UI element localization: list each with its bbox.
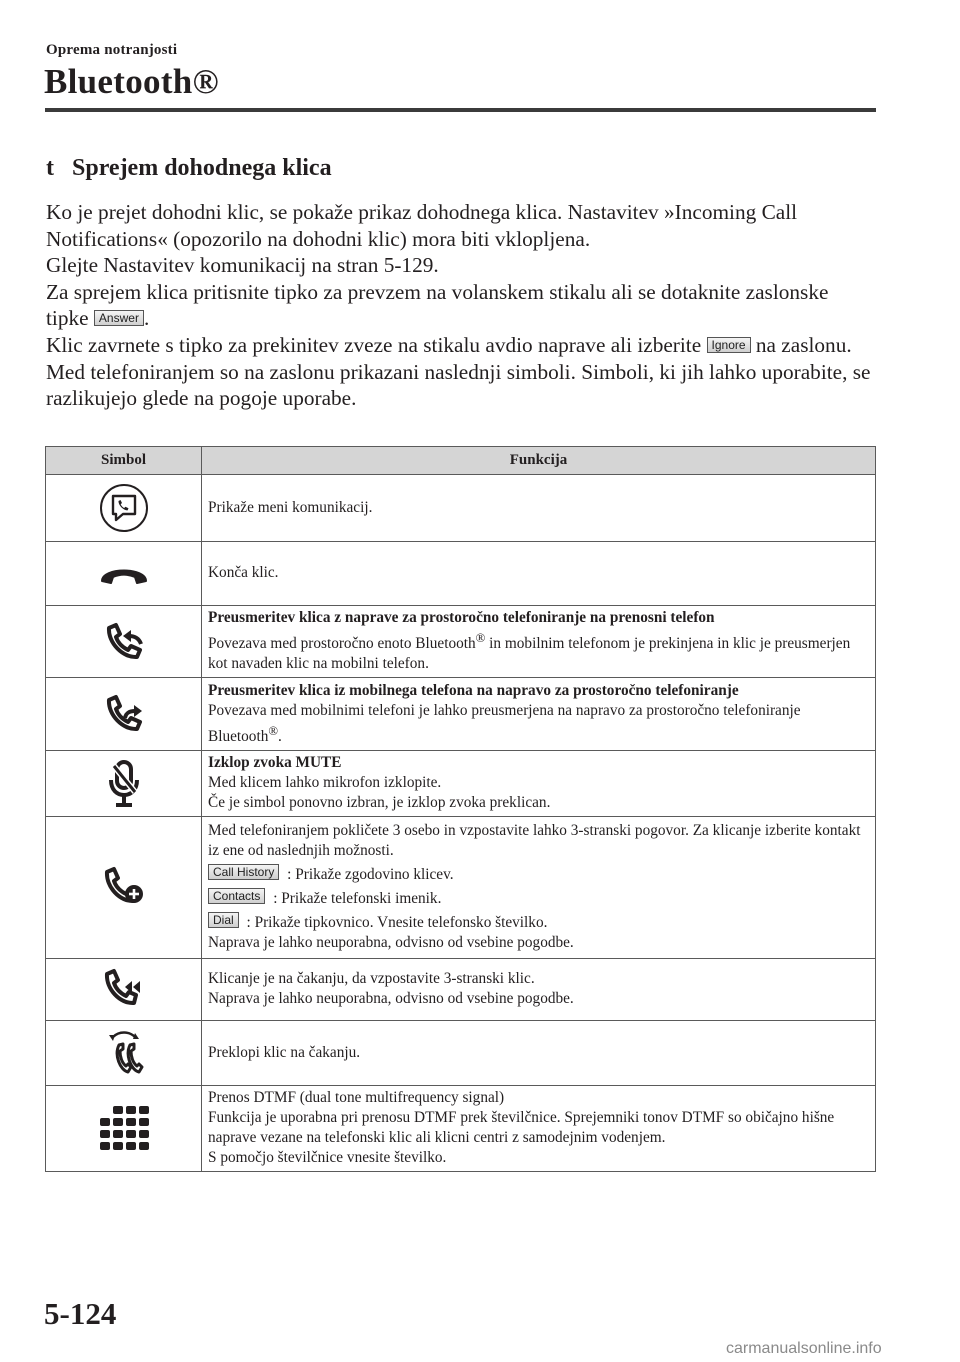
row-title: Preusmeritev klica iz mobilnega telefona na napravo za prostoročno telefoniranje [208,681,739,699]
subsection-heading [46,155,332,182]
row-desc: Med telefoniranjem pokličete 3 osebo in vzpostavite lahko 3-stranski pogovor. Za klicanje izberite kontakt iz ene od naslednjih možnosti. [208,822,861,860]
row-note: Naprava je lahko neuporabna, odvisno od vsebine pogodbe. [208,934,574,952]
keypad-key [113,1142,123,1150]
mute-microphone-icon [46,751,202,817]
table-header-row [46,447,876,475]
row-text [202,606,876,678]
row-text [202,751,876,817]
transfer-to-handsfree-icon [46,678,202,751]
row-text: Konča klic. [202,542,876,606]
row-desc-a: Povezava med mobilnimi telefoni je lahko preusmerjena na napravo za prostoročno telefoniranje Bluetooth [208,701,801,745]
row-title: Preusmeritev klica z naprave za prostoročno telefoniranje na prenosni telefon [208,609,715,626]
ignore-button: Ignore [707,337,751,353]
call-history-button: Call History [208,864,279,880]
keypad-key [100,1130,110,1138]
keypad-key [139,1118,149,1126]
add-call-icon [46,817,202,959]
option-desc: : Prikaže zgodovino klicev. [287,866,454,884]
symbol-table [45,446,876,1172]
watermark: carmanualsonline.info [726,1340,882,1357]
merge-call-icon [46,959,202,1021]
dial-button: Dial [208,912,239,928]
intro-paragraph-2: Glejte Nastavitev komunikacij na stran 5-129. [46,253,439,278]
keypad-key [126,1130,136,1138]
row-text [202,959,876,1021]
table-row [46,1021,876,1086]
contacts-button: Contacts [208,888,265,904]
keypad-grid [96,1103,152,1155]
swap-call-icon [46,1021,202,1086]
row-line-2: Če je simbol ponovno izbran, je izklop zvoka preklican. [208,794,551,812]
option-call-history [208,864,867,885]
keypad-key [113,1106,123,1114]
column-header-function: Funkcija [202,447,876,475]
keypad-key [113,1118,123,1126]
row-line-1: Med klicem lahko mikrofon izklopite. [208,774,442,792]
keypad-key [126,1118,136,1126]
title-rule [45,108,876,112]
option-desc: : Prikaže telefonski imenik. [273,890,442,908]
option-desc: : Prikaže tipkovnico. Vnesite telefonsko številko. [246,914,548,932]
table-row [46,751,876,817]
row-desc-b: . [278,727,282,745]
transfer-to-phone-icon [46,606,202,678]
heading-text: Sprejem dohodnega klica [72,155,332,181]
row-line-2: Naprava je lahko neuporabna, odvisno od vsebine pogodbe. [208,990,574,1008]
row-line-1: Klicanje je na čakanju, da vzpostavite 3-stranski klic. [208,970,535,988]
page-title: Bluetooth® [44,62,219,101]
answer-sentence-end: . [143,306,150,331]
table-row [46,542,876,606]
table-row [46,959,876,1021]
column-header-symbol: Simbol [46,447,202,475]
answer-sentence: Za sprejem klica pritisnite tipko za prevzem na volanskem stikalu ali se dotaknite zaslonske tipke [46,279,829,331]
keypad-key [126,1142,136,1150]
row-text: Prikaže meni komunikacij. [202,475,876,542]
row-text [202,678,876,751]
section-label: Oprema notranjosti [46,42,178,58]
table-row [46,475,876,542]
keypad-key [100,1118,110,1126]
row-line-3: S pomočjo številčnice vnesite številko. [208,1149,447,1167]
ignore-sentence: Klic zavrnete s tipko za prekinitev zveze na stikalu avdio naprave ali izberite [46,332,702,357]
keypad-key [139,1142,149,1150]
row-desc-b: in mobilnim telefonom je prekinjena in klic je preusmerjen kot navaden klic na mobilni telefon. [208,635,851,673]
keypad-key [126,1106,136,1114]
row-title: Izklop zvoka MUTE [208,754,342,772]
row-text [202,817,876,959]
communication-menu-icon [46,475,202,542]
row-desc-a: Povezava med prostoročno enoto Bluetooth [208,635,476,653]
table-row [46,606,876,678]
answer-button: Answer [94,310,144,326]
table-row [46,817,876,959]
intro-paragraph-4 [46,332,876,359]
intro-paragraph-5: Med telefoniranjem so na zaslonu prikazani naslednji simboli. Simboli, ki jih lahko uporabite, se razlikujejo glede na pogoje uporabe. [46,359,871,411]
row-line-2: Funkcija je uporabna pri prenosu DTMF prek številčnice. Sprejemniki tonov DTMF so običajno hišne naprave vezane na telefonski klic ali klicni centri z samodejnim vodenjem. [208,1109,835,1147]
row-text [202,1086,876,1172]
row-line-1: Prenos DTMF (dual tone multifrequency signal) [208,1089,505,1107]
option-contacts [208,888,867,909]
intro-text [46,199,876,412]
table-row [46,678,876,751]
intro-paragraph-3 [46,279,876,332]
keypad-key [139,1130,149,1138]
keypad-key [100,1142,110,1150]
keypad-key [113,1130,123,1138]
keypad-key [139,1106,149,1114]
page-number: 5-124 [44,1296,117,1331]
registered-mark: ® [475,631,486,645]
keypad-icon [46,1086,202,1172]
end-call-icon [46,542,202,606]
heading-marker: t [46,155,54,181]
ignore-sentence-end: na zaslonu. [755,332,852,357]
option-dial [208,912,867,933]
table-row [46,1086,876,1172]
row-text: Preklopi klic na čakanju. [202,1021,876,1086]
registered-mark: ® [268,723,279,738]
intro-paragraph-1: Ko je prejet dohodni klic, se pokaže prikaz dohodnega klica. Nastavitev »Incoming Call Notifications« (opozorilo na dohodni klic) mora biti vklopljena. [46,200,798,251]
